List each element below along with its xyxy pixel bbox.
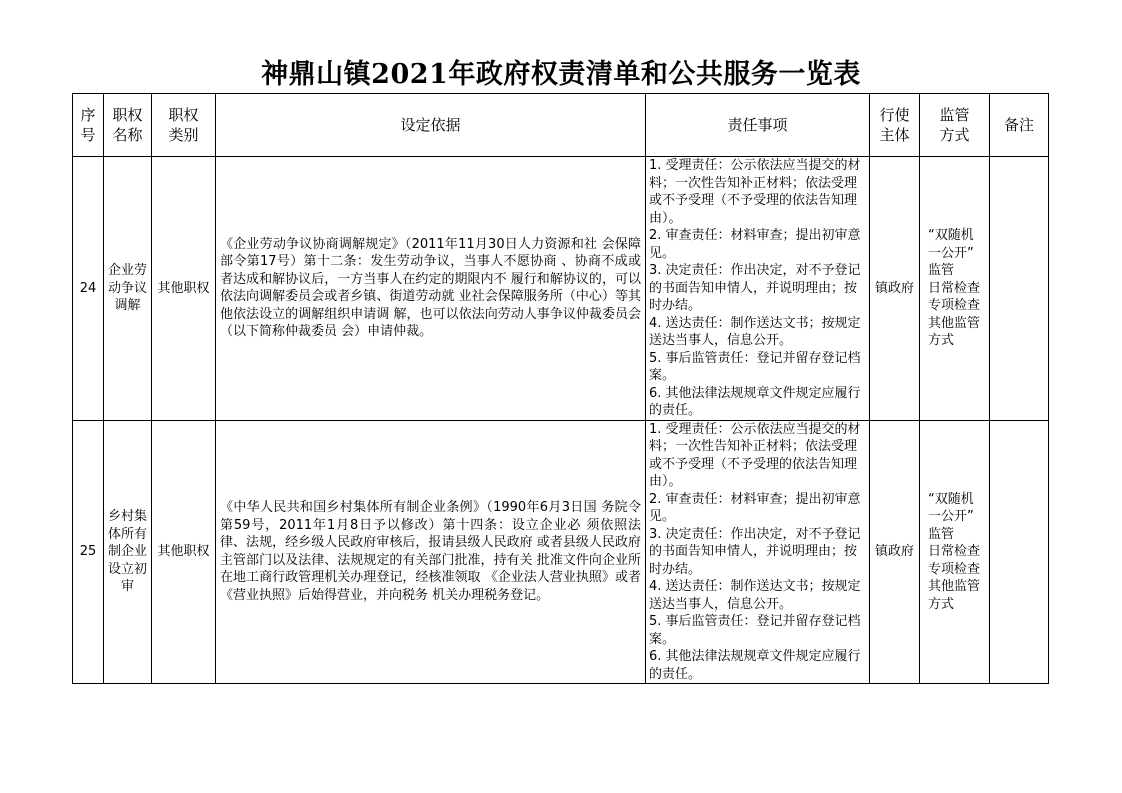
cell-basis: 《中华人民共和国乡村集体所有制企业条例》（1990年6月3日国 务院令第59号，2011年1月8日予以修改）第十四条：设立企业必 须依照法律、法规，经乡级人民政府审核后，报请县级人民政府 或者县级人民政府主管部门以及法律、法规规定的有关部门批准，持有关 批准文件向企业所在地工商行政管理机关办理登记，经核准领取 《企业法人营业执照》或者《营业执照》后始得营业，并向税务 机关办理税务登记。 <box>216 420 646 684</box>
cell-body: 镇政府 <box>870 420 920 684</box>
cell-body: 镇政府 <box>870 157 920 421</box>
cell-name: 企业劳 动争议 调解 <box>104 157 152 421</box>
cell-supervision: “双随机 一公开” 监管 日常检查 专项检查 其他监管 方式 <box>920 157 990 421</box>
cell-responsibility: 1. 受理责任：公示依法应当提交的材 料；一次性告知补正材料；依法受理 或不予受理（不予受理的依法告知理 由）。 2. 审查责任：材料审查；提出初审意 见。 3. 决定责任：作出决定，对不予登记 的书面告知申情人，并说明理由；按 时办结。 4. 送达责任：制作送达文书；按规定送达当事人，信息公开。 5. 事后监管责任：登记并留存登记档 案。 6. 其他法律法规规章文件规定应履行 的责任。 <box>646 420 870 684</box>
cell-seq: 24 <box>73 157 104 421</box>
cell-seq: 25 <box>73 420 104 684</box>
cell-note <box>990 157 1049 421</box>
cell-supervision: “双随机 一公开” 监管 日常检查 专项检查 其他监管 方式 <box>920 420 990 684</box>
header-supervision: 监管 方式 <box>920 94 990 157</box>
header-row <box>73 94 1049 157</box>
header-responsibility: 责任事项 <box>646 94 870 157</box>
header-name: 职权 名称 <box>104 94 152 157</box>
header-note: 备注 <box>990 94 1049 157</box>
document-title: 神鼎山镇2021年政府权责清单和公共服务一览表 <box>261 59 861 90</box>
authority-table <box>72 93 1049 684</box>
header-body: 行使 主体 <box>870 94 920 157</box>
table-row <box>73 157 1049 421</box>
cell-name: 乡村集 体所有 制企业 设立初 审 <box>104 420 152 684</box>
table-row <box>73 420 1049 684</box>
cell-note <box>990 420 1049 684</box>
header-seq: 序 号 <box>73 94 104 157</box>
header-basis: 设定依据 <box>216 94 646 157</box>
cell-category: 其他职权 <box>152 420 216 684</box>
cell-basis: 《企业劳动争议协商调解规定》（2011年11月30日人力资源和社 会保障部令第17号）第十二条：发生劳动争议，当事人不愿协商 、协商不成或者达成和解协议后，一方当事人在约定的期限内不 履行和解协议的，可以依法向调解委员会或者乡镇、街道劳动就 业社会保障服务所（中心）等其他依法设立的调解组织申请调 解，也可以依法向劳动人事争议仲裁委员会（以下简称仲裁委员 会）申请仲裁。 <box>216 157 646 421</box>
header-category: 职权 类别 <box>152 94 216 157</box>
cell-category: 其他职权 <box>152 157 216 421</box>
cell-responsibility: 1. 受理责任：公示依法应当提交的材 料；一次性告知补正材料；依法受理 或不予受理（不予受理的依法告知理 由）。 2. 审查责任：材料审查；提出初审意 见。 3. 决定责任：作出决定，对不予登记 的书面告知申情人，并说明理由；按 时办结。 4. 送达责任：制作送达文书；按规定送达当事人，信息公开。 5. 事后监管责任：登记并留存登记档 案。 6. 其他法律法规规章文件规定应履行 的责任。 <box>646 157 870 421</box>
